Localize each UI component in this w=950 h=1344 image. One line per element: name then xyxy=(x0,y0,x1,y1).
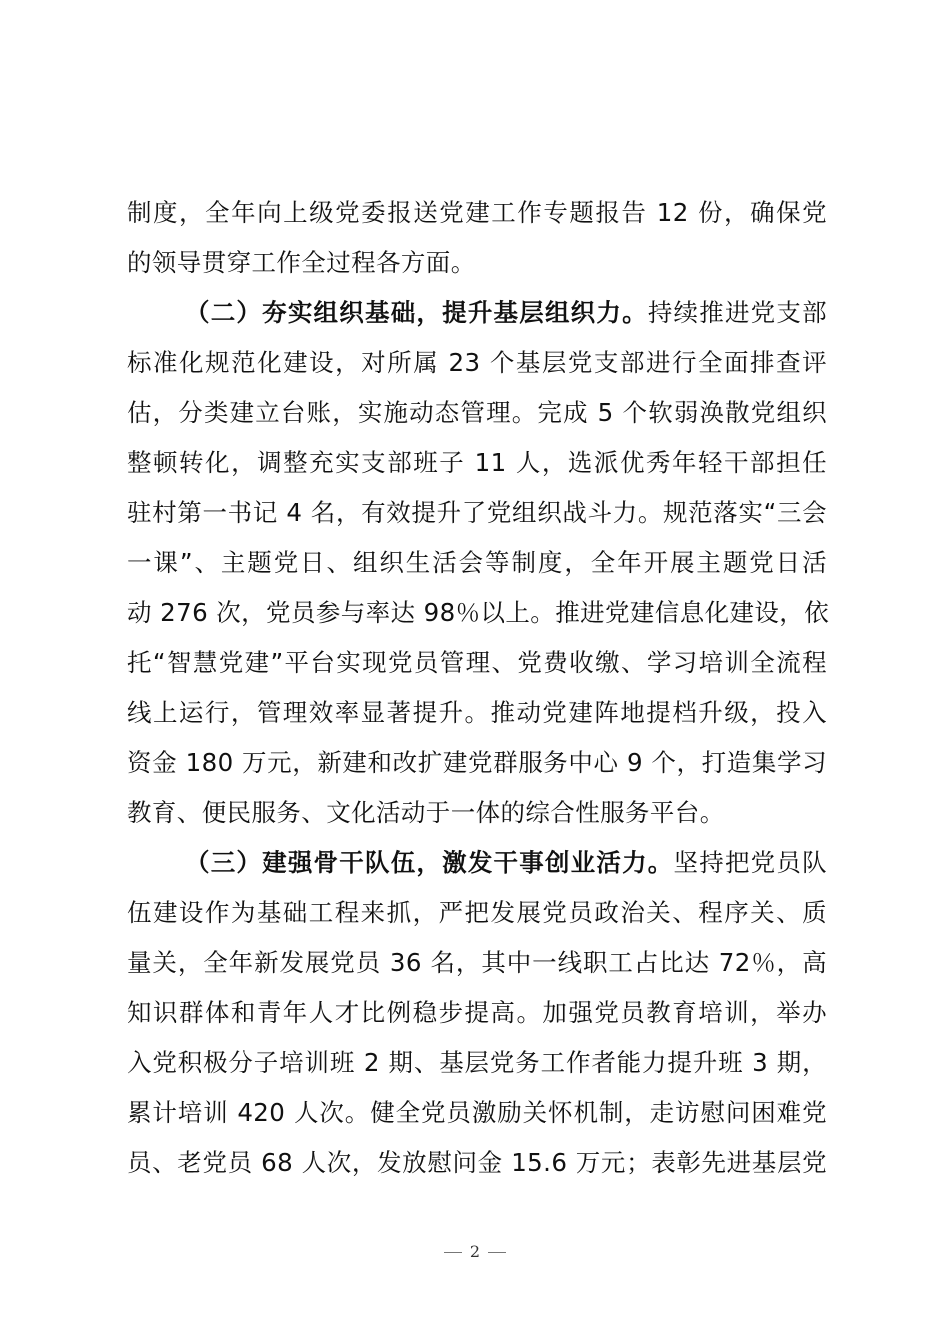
section-heading-line xyxy=(185,843,827,883)
body-text: 坚持把党员队 xyxy=(673,848,827,877)
body-line: 动 276 次，党员参与率达 98％以上。推进党建信息化建设，依 xyxy=(127,598,830,627)
body-line: 入党积极分子培训班 2 期、基层党务工作者能力提升班 3 期， xyxy=(127,1048,827,1077)
body-line: 的领导贯穿工作全过程各方面。 xyxy=(127,248,476,277)
body-text: 持续推进党支部 xyxy=(647,298,827,327)
page-footer xyxy=(0,1242,950,1261)
body-line: 驻村第一书记 4 名，有效提升了党组织战斗力。规范落实“三会 xyxy=(127,498,827,527)
body-line: 员、老党员 68 人次，发放慰问金 15.6 万元；表彰先进基层党 xyxy=(127,1148,827,1177)
body-line: 整顿转化，调整充实支部班子 11 人，选派优秀年轻干部担任 xyxy=(127,448,827,477)
body-line: 制度，全年向上级党委报送党建工作专题报告 12 份，确保党 xyxy=(127,198,827,227)
dash-decoration xyxy=(444,1252,462,1253)
section-heading-line xyxy=(185,293,827,333)
body-line: 量关，全年新发展党员 36 名，其中一线职工占比达 72％，高 xyxy=(127,948,827,977)
body-line: 一课”、主题党日、组织生活会等制度，全年开展主题党日活 xyxy=(127,548,827,577)
body-line: 线上运行，管理效率显著提升。推动党建阵地提档升级，投入 xyxy=(127,698,827,727)
body-line: 资金 180 万元，新建和改扩建党群服务中心 9 个，打造集学习 xyxy=(127,748,827,777)
body-line: 累计培训 420 人次。健全党员激励关怀机制，走访慰问困难党 xyxy=(127,1098,827,1127)
body-line: 估，分类建立台账，实施动态管理。完成 5 个软弱涣散党组织 xyxy=(127,398,827,427)
body-line: 托“智慧党建”平台实现党员管理、党费收缴、学习培训全流程 xyxy=(127,648,827,677)
section-heading: （三）建强骨干队伍，激发干事创业活力。 xyxy=(185,848,674,877)
body-line: 标准化规范化建设，对所属 23 个基层党支部进行全面排查评 xyxy=(127,348,827,377)
section-heading: （二）夯实组织基础，提升基层组织力。 xyxy=(185,298,648,327)
dash-decoration xyxy=(488,1252,506,1253)
body-line: 教育、便民服务、文化活动于一体的综合性服务平台。 xyxy=(127,798,725,827)
body-line: 知识群体和青年人才比例稳步提高。加强党员教育培训，举办 xyxy=(127,998,827,1027)
page-number: 2 xyxy=(469,1242,481,1261)
body-line: 伍建设作为基础工程来抓，严把发展党员政治关、程序关、质 xyxy=(127,898,827,927)
